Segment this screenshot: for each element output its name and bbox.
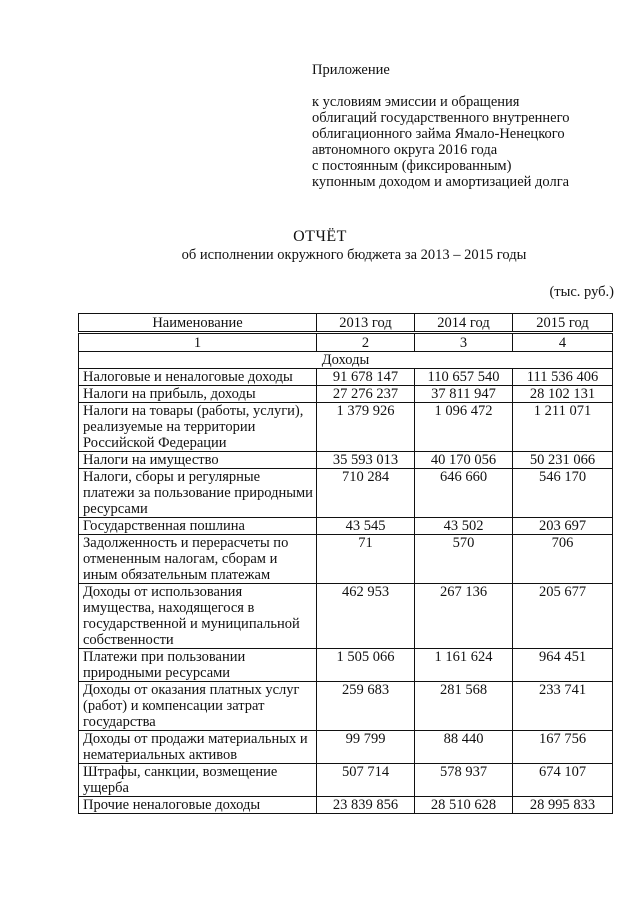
value-2014: 281 568 (415, 682, 513, 731)
report-title: ОТЧЁТ (293, 228, 347, 245)
value-2015: 233 741 (513, 682, 613, 731)
appendix-line: купонным доходом и амортизацией долга (312, 174, 570, 190)
table-header-row (79, 314, 613, 333)
units-label: (тыс. руб.) (549, 284, 614, 300)
section-title: Доходы (79, 352, 613, 369)
value-2015: 706 (513, 535, 613, 584)
table-row (79, 731, 613, 764)
value-2013: 1 379 926 (317, 403, 415, 452)
value-2015: 111 536 406 (513, 369, 613, 386)
value-2014: 110 657 540 (415, 369, 513, 386)
column-number: 3 (415, 333, 513, 352)
table-row (79, 682, 613, 731)
appendix-line: автономного округа 2016 года (312, 142, 498, 158)
table-row (79, 369, 613, 386)
value-2013: 91 678 147 (317, 369, 415, 386)
row-name: Доходы от оказания платных услуг (работ) и компенсации затрат государства (79, 682, 317, 731)
value-2014: 267 136 (415, 584, 513, 649)
header-2013: 2013 год (317, 314, 415, 333)
value-2015: 546 170 (513, 469, 613, 518)
row-name: Налоги на имущество (79, 452, 317, 469)
value-2015: 28 995 833 (513, 797, 613, 814)
value-2013: 43 545 (317, 518, 415, 535)
table-row (79, 797, 613, 814)
value-2014: 40 170 056 (415, 452, 513, 469)
value-2013: 23 839 856 (317, 797, 415, 814)
value-2013: 99 799 (317, 731, 415, 764)
table-row (79, 649, 613, 682)
value-2014: 43 502 (415, 518, 513, 535)
table-row (79, 518, 613, 535)
table-row (79, 584, 613, 649)
value-2013: 710 284 (317, 469, 415, 518)
value-2014: 1 161 624 (415, 649, 513, 682)
appendix-line: к условиям эмиссии и обращения (312, 94, 520, 110)
section-row (79, 352, 613, 369)
value-2013: 462 953 (317, 584, 415, 649)
value-2014: 570 (415, 535, 513, 584)
value-2015: 167 756 (513, 731, 613, 764)
row-name: Задолженность и перерасчеты по отмененным налогам, сборам и иным обязательным платежам (79, 535, 317, 584)
column-number: 2 (317, 333, 415, 352)
column-number: 4 (513, 333, 613, 352)
value-2015: 28 102 131 (513, 386, 613, 403)
value-2013: 35 593 013 (317, 452, 415, 469)
row-name: Прочие неналоговые доходы (79, 797, 317, 814)
value-2015: 674 107 (513, 764, 613, 797)
header-2015: 2015 год (513, 314, 613, 333)
header-name: Наименование (79, 314, 317, 333)
row-name: Доходы от использования имущества, находящегося в государственной и муниципальной собственности (79, 584, 317, 649)
column-number: 1 (79, 333, 317, 352)
row-name: Платежи при пользовании природными ресурсами (79, 649, 317, 682)
value-2013: 507 714 (317, 764, 415, 797)
row-name: Налоговые и неналоговые доходы (79, 369, 317, 386)
row-name: Налоги на товары (работы, услуги), реализуемые на территории Российской Федерации (79, 403, 317, 452)
value-2014: 88 440 (415, 731, 513, 764)
table-row (79, 764, 613, 797)
value-2015: 50 231 066 (513, 452, 613, 469)
value-2015: 205 677 (513, 584, 613, 649)
appendix-block (312, 62, 632, 190)
header-2014: 2014 год (415, 314, 513, 333)
budget-table (78, 313, 613, 814)
value-2015: 964 451 (513, 649, 613, 682)
appendix-line: облигационного займа Ямало-Ненецкого (312, 126, 565, 142)
table-row (79, 386, 613, 403)
appendix-line: с постоянным (фиксированным) (312, 158, 512, 174)
table-row (79, 535, 613, 584)
value-2013: 27 276 237 (317, 386, 415, 403)
value-2014: 28 510 628 (415, 797, 513, 814)
row-name: Штрафы, санкции, возмещение ущерба (79, 764, 317, 797)
value-2014: 578 937 (415, 764, 513, 797)
value-2014: 646 660 (415, 469, 513, 518)
row-name: Государственная пошлина (79, 518, 317, 535)
column-number-row (79, 333, 613, 352)
value-2013: 71 (317, 535, 415, 584)
value-2014: 1 096 472 (415, 403, 513, 452)
report-subtitle: об исполнении окружного бюджета за 2013 – 2015 годы (181, 247, 527, 263)
value-2014: 37 811 947 (415, 386, 513, 403)
table-row (79, 469, 613, 518)
value-2015: 203 697 (513, 518, 613, 535)
value-2013: 259 683 (317, 682, 415, 731)
row-name: Налоги на прибыль, доходы (79, 386, 317, 403)
table-row (79, 403, 613, 452)
row-name: Налоги, сборы и регулярные платежи за пользование природными ресурсами (79, 469, 317, 518)
value-2015: 1 211 071 (513, 403, 613, 452)
appendix-line: облигаций государственного внутреннего (312, 110, 570, 126)
row-name: Доходы от продажи материальных и нематериальных активов (79, 731, 317, 764)
appendix-heading: Приложение (312, 62, 390, 78)
table-row (79, 452, 613, 469)
value-2013: 1 505 066 (317, 649, 415, 682)
